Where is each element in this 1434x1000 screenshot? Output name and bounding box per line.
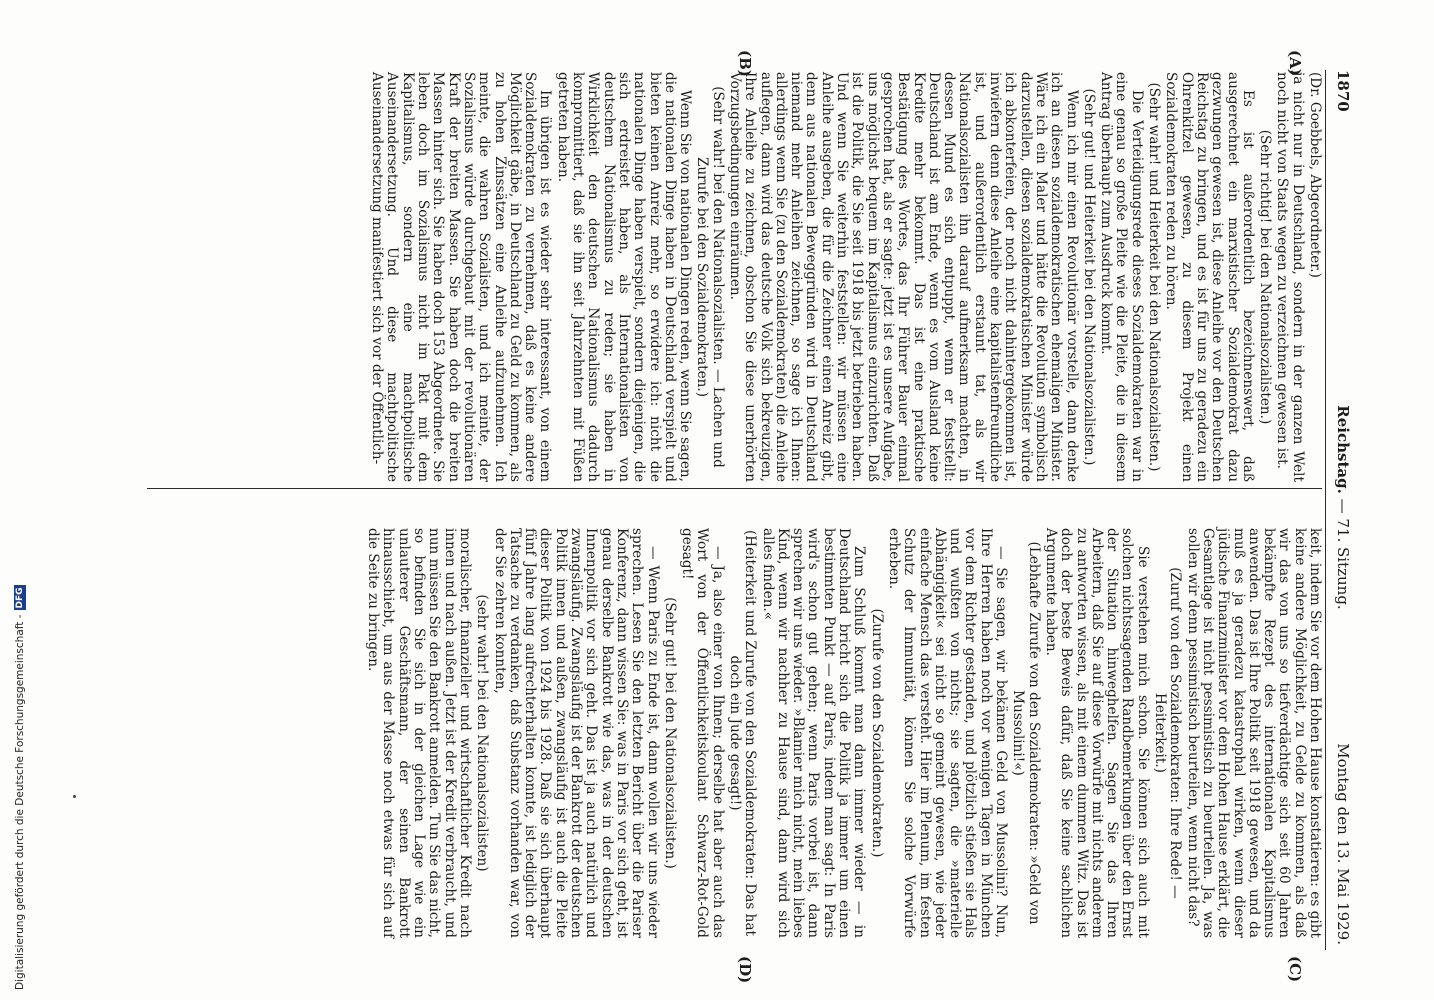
paragraph: moralischer, finanzieller und wirtschaftlicher Kredit nach innen und nach außen. Jetzt ist der Kredit verbraucht, und nun müssen Sie den Bankrott anmelden. Tun Sie das nicht, so befinden Sie sich in der gleichen Lage wie ein unlauterer Geschäftsmann, der seinen Bankrott hinausschiebt, um aus der Masse noch etwas für sich auf die Seite zu bringen.	[365, 528, 473, 938]
title-rest: — 71. Sitzung.	[1334, 493, 1352, 610]
margin-mark-b: (B)	[736, 50, 754, 77]
header-rule	[1325, 70, 1326, 950]
interjection: (Zuruf von den Sozialdemokraten: Ihre Rede! — Heiterkeit.)	[1152, 567, 1184, 899]
column-divider	[147, 488, 1322, 489]
paragraph: Wenn ich mir einen Revolutionär vorstelle, dann denke ich an diesen sozialdemokratischen ehemaligen Minister. Wäre ich ein Maler und hätte die Revolution symbolisch darzustellen, diesen sozialdemokratischen Minister würde ich abkonterfeien, der noch nicht dahintergekommen ist, inwiefern denn diese Anleihe eine kapitalistenfreundliche ist, und außerordentlich erstaunt tat, als wir Nationalsozialisten ihn darauf aufmerksam machten, in dessen Mund es sich entpuppt, wenn er feststellt: Deutschland ist am Ende, wenn es vom Ausland keine Kredite mehr bekommt. Das ist eine praktische Bestätigung des Wortes, das Ihr Führer Bauer einmal gesprochen hat, als er sagte: jetzt ist es unsere Aufgabe, uns möglichst bequem im Kapitalismus einzurichten. Daß ist die Politik, die Sie seit 1918 bis jetzt betrieben haben. Und wenn Sie weiterhin feststellen: wir müssen eine Anleihe ausgeben, die für die Zeichner einen Anreiz gibt, denn aus nationalen Beweggründen wird in Deutschland niemand mehr Anleihen zeichnen, so sage ich Ihnen: allerdings wenn Sie (zu den Sozialdemokraten) die Anleihe auflegen, dann wird das deutsche Volk sich bekreuzigen, Ihre Anleihe zu zeichnen, obschon Sie diese unerhörten Vorzugsbedingungen einräumen.	[727, 72, 1080, 482]
interjection: (Zurufe von den Sozialdemokraten.)	[868, 608, 885, 858]
title-bold: Reichstag.	[1334, 405, 1352, 494]
interjection: (Sehr wahr! bei den Nationalsozialisten. — Lachen und Zurufe bei den Sozialdemokraten.)	[694, 86, 726, 468]
paragraph: — Sie sagen, wir bekämen Geld von Mussolini? Nun, Ihre Herren haben noch vor wenigen Tagen in München vor dem Richter gestanden, und plötzlich stießen sie Hals und wußten von nichts; sie sagten, die »materielle Abhängigkeit« sei nicht so gemeint gewesen, wie jeder einfache Mensch das versteht. Hier im Plenum, im festen Schutz der Immunität, können Sie solche Vorwürfe erheben.	[885, 528, 1010, 938]
page-header	[1328, 70, 1352, 945]
interjection: (Sehr richtig! bei den Nationalsozialisten.)	[1257, 129, 1274, 425]
margin-mark-d: (D)	[736, 956, 754, 984]
interjection: (Sehr wahr! und Heiterkeit bei den Nationalsozialisten.)	[1146, 82, 1163, 472]
paragraph: Es ist außerordentlich bezeichnenswert, daß ausgerechnet ein marxistischer Sozialdemokrat dazu gezwungen gewesen ist, diese Anleihe vor den Deutschen Reichstag zu bringen, und es ist für uns zu geradezu ein Ohrenkitzel gewesen, zu diesem Projekt einen Sozialdemokraten reden zu hören.	[1163, 72, 1256, 482]
margin-mark-a: (A)	[1286, 50, 1304, 76]
interjection: (Sehr gut! und Heiterkeit bei den Nationalsozialisten.)	[1080, 88, 1097, 466]
credit-text: Digitalisierung gefördert durch die Deutsche Forschungsgemeinschaft -	[14, 614, 26, 990]
paragraph: Sie verstehen mich schon. Sie können sich auch mit solchen nichtssagenden Randbemerkungen über den Ernst der Situation hinweghelfen. Sagen Sie das Ihren Arbeitern, daß Sie auf diese Vorwürfe mit nichts anderem zu antworten wissen, als mit einem dummen Witz. Das ist doch der beste Beweis dafür, daß Sie keine sachlichen Argumente haben.	[1042, 528, 1151, 938]
paragraph: keit, indem Sie vor dem Hohen Hause konstatieren: es gibt keine andere Möglichkeit, zu Gelde zu kommen, als daß wir das von uns so tiefverdächtige sich seit 60 Jahren bekämpfte Rezept des internationalen Kapitalismus anwenden. Das ist Ihre Politik seit 1918 gewesen, und da muß es ja geradezu katastrophal wirken, wenn dieser jüdische Finanzminister vor dem Hohen Hause erklärt, die Gesamtlage ist nicht pessimistisch zu beurteilen. Ja, was sollen wir denn pessimistisch beurteilen, wenn nicht das?	[1184, 528, 1323, 938]
interjection: (Lebhafte Zurufe von den Sozialdemokraten: »Geld von Mussolini!«)	[1010, 541, 1042, 925]
session-date: Montag den 13. Mai 1929.	[1334, 743, 1352, 945]
paragraph: Im übrigen ist es wieder sehr interessant, von einem Sozialdemokraten zu vernehmen, daß es keine andere Möglichkeit gäbe, in Deutschland zu Geld zu kommen, als zu hohen Zinssätzen eine Anleihe aufzunehmen. Ich meinte, die wahren Sozialisten, und ich meinte, der Sozialismus würde durchgebaut mit der revolutionären Kraft der breiten Massen. Sie haben doch die breiten Massen hinter sich. Sie haben doch 153 Abgeordnete. Sie leben doch im Sozialismus nicht im Pakt mit dem Kapitalismus, sondern eine machtpolitische Auseinandersetzung. Und diese machtpolitische Auseinandersetzung manifestiert sich vor der Öffentlich-	[369, 72, 554, 482]
paragraph: Die Verteidigungsrede dieses Sozialdemokraten war in eine genau so große Pleite wie die Pleite, die in diesem Antrag überhaupt zum Ausdruck kommt.	[1098, 72, 1145, 482]
paragraph: — Ja, also einer von Ihnen; derselbe hat aber auch das Wort von der Öffentlichkeitskoulant Schwarz-Rot-Gold gesagt!	[679, 528, 726, 938]
interjection: (Heiterkeit und Zurufe von den Sozialdemokraten: Das hat doch ein Jude gesagt!)	[727, 529, 759, 937]
page-number: 1870	[1334, 70, 1352, 112]
scan-speck	[73, 795, 76, 798]
right-column	[365, 528, 1322, 938]
paragraph: Zum Schluß kommt man dann immer wieder — in Deutschland bricht sich die Politik ja immer um einen bestimmten Punkt — auf Paris, indem man sagt: In Paris wird's schon gut gehen; wenn Paris vorbei ist, dann sprechen wir uns wieder. »Blamier mich nicht, mein liebes Kind, wenn wir nachher zu Hause sind, dann wird sich alles finden.«	[759, 528, 868, 938]
interjection: (Sehr gut! bei den Nationalsozialisten.)	[661, 597, 678, 869]
paragraph: Wenn Sie von nationalen Dingen reden, wenn Sie sagen, die nationalen Dinge haben in Deutschland verspielt und bieten keinen Anreiz mehr, so erwidere ich: nicht die nationalen Dinge haben verspielt, sondern diejenigen, die sich erdreistet haben, als Internationalisten von deutschem Nationalismus zu reden; sie haben in Wirklichkeit den deutschen Nationalismus dadurch kompromittiert, daß sie ihn seit Jahrzehnten mit Füßen getreten haben.	[554, 72, 694, 482]
paragraph: (Dr. Goebbels, Abgeordneter.)	[1307, 72, 1323, 278]
paragraph: ja nicht nur in Deutschland, sondern in der ganzen Welt noch nicht von Staats wegen zu verzeichnen gewesen ist.	[1274, 72, 1306, 482]
digitization-credit	[14, 585, 26, 990]
paragraph: — Wenn Paris zu Ende ist, dann wollen wir uns wieder sprechen. Lesen Sie den letzten Bericht über die Pariser Konferenz, dann wissen Sie: was in Paris vor sich geht, ist genau derselbe Bankrott wie das, was in der deutschen Innenpolitik vor sich geht. Das ist ja auch natürlich und zwangsläufig. Zwangsläufig ist der Bankrott der deutschen Politik innen und außen, zwangsläufig ist auch die Pleite dieser Politik von 1924 bis 1928. Daß sie sich überhaupt fünf Jahre lang aufrechterhalten konnte, ist lediglich der Tatsache zu verdanken, daß Substanz vorhanden war, von der Sie zehren konnten,	[491, 528, 661, 938]
interjection: (sehr wahr! bei den Nationalsozialisten)	[474, 594, 491, 872]
dfg-logo: DFG	[15, 587, 25, 609]
margin-mark-c: (C)	[1286, 956, 1304, 983]
left-column	[369, 72, 1322, 482]
